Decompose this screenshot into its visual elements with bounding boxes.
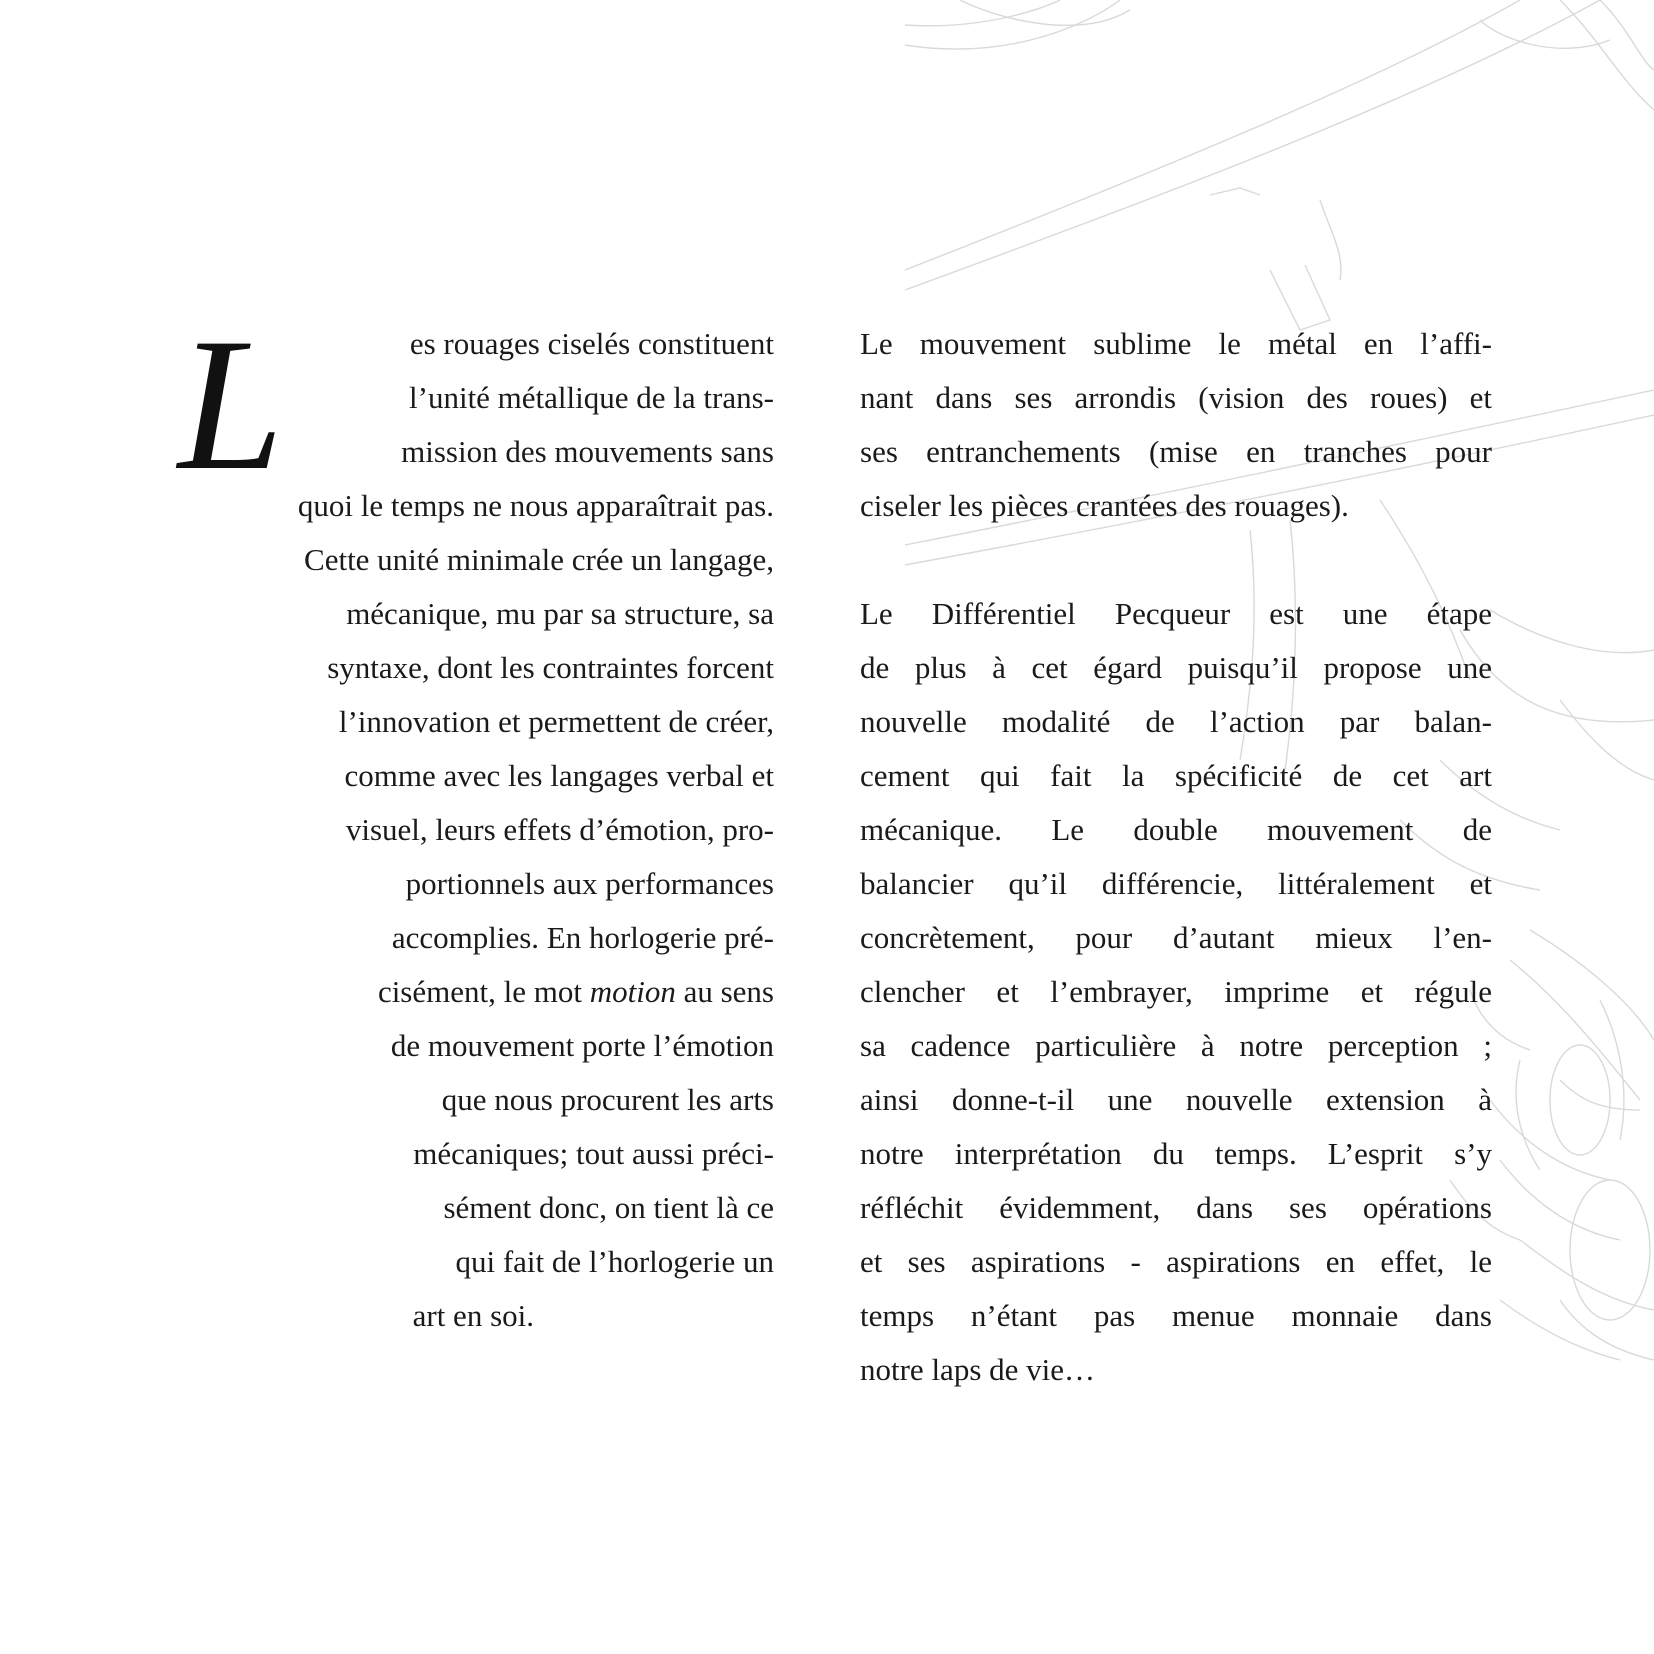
drop-cap-letter: L — [178, 300, 284, 510]
text-line: mécaniques; tout aussi préci- — [413, 1136, 774, 1171]
motion-line-after: au sens — [675, 974, 774, 1009]
text-line-with-motion — [174, 965, 774, 1019]
text-line: clencher et l’embrayer, imprime et régule — [860, 974, 1492, 1009]
motion-line-before: cisément, le mot — [377, 974, 590, 1009]
text-line: concrètement, pour d’autant mieux l’en- — [860, 920, 1492, 955]
text-line: ses entranchements (mise en tranches pour — [860, 434, 1492, 469]
text-line-last: art en soi. — [412, 1298, 534, 1333]
right-text-column — [860, 317, 1492, 1397]
text-line: accomplies. En horlogerie pré- — [391, 920, 774, 955]
paragraph-differentiel — [860, 587, 1492, 1397]
text-line: ainsi donne-t-il une nouvelle extension à — [860, 1082, 1492, 1117]
text-line-last: notre laps de vie… — [860, 1352, 1096, 1387]
text-line: portionnels aux performances — [405, 866, 774, 901]
text-line: de mouvement porte l’émotion — [390, 1028, 774, 1063]
text-line: cement qui fait la spécificité de cet art — [860, 758, 1492, 793]
text-line: visuel, leurs effets d’émotion, pro- — [345, 812, 774, 847]
text-line: quoi le temps ne nous apparaîtrait pas. — [297, 488, 774, 523]
text-line: balancier qu’il différencie, littéralement et — [860, 866, 1492, 901]
text-line: et ses aspirations - aspirations en effet, le — [860, 1244, 1492, 1279]
text-line: mécanique, mu par sa structure, sa — [346, 596, 774, 631]
paragraph-metal — [860, 317, 1492, 533]
text-line: Le mouvement sublime le métal en l’affi- — [860, 326, 1492, 361]
motion-italic-word: motion — [589, 974, 676, 1009]
text-line: comme avec les langages verbal et — [344, 758, 774, 793]
text-line: l’innovation et permettent de créer, — [338, 704, 774, 739]
text-line: nant dans ses arrondis (vision des roues) et — [860, 380, 1492, 415]
text-line: mécanique. Le double mouvement de — [860, 812, 1492, 847]
text-line: que nous procurent les arts — [441, 1082, 774, 1117]
text-line: sa cadence particulière à notre perception ; — [860, 1028, 1492, 1063]
left-text-column — [174, 300, 774, 1343]
text-line: Cette unité minimale crée un langage, — [304, 542, 774, 577]
text-line: ciseler les pièces crantées des rouages). — [860, 488, 1349, 523]
text-line: notre interprétation du temps. L’esprit s’y — [860, 1136, 1492, 1171]
text-line: de plus à cet égard puisqu’il propose une — [860, 650, 1492, 685]
text-line: mission des mouvements sans — [401, 434, 774, 469]
text-line: qui fait de l’horlogerie un — [455, 1244, 774, 1279]
text-line: Le Différentiel Pecqueur est une étape — [860, 596, 1492, 631]
text-line: temps n’étant pas menue monnaie dans — [860, 1298, 1492, 1333]
text-line: réfléchit évidemment, dans ses opérations — [860, 1190, 1492, 1225]
text-line: nouvelle modalité de l’action par balan- — [860, 704, 1492, 739]
paragraph-gap — [860, 533, 1492, 587]
text-line: es rouages ciselés constituent — [409, 326, 774, 361]
text-line: l’unité métallique de la trans- — [409, 380, 774, 415]
text-line: syntaxe, dont les contraintes forcent — [327, 650, 774, 685]
text-line: sément donc, on tient là ce — [443, 1190, 774, 1225]
